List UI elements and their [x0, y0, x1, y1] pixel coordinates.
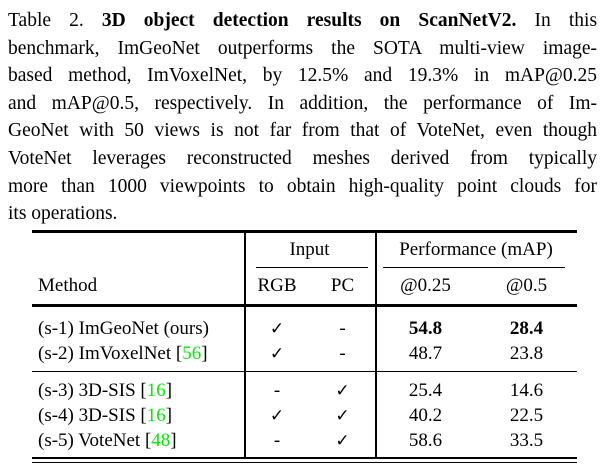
pc-cell: -	[339, 318, 346, 339]
column-divider-method-input	[244, 233, 246, 458]
column-header-rgb: RGB	[257, 275, 297, 296]
map025-cell: 25.4	[408, 379, 443, 401]
method-cell	[32, 430, 244, 452]
map025-cell: 58.6	[408, 429, 443, 451]
bracket-close: ]	[201, 343, 208, 364]
method-cell	[32, 343, 244, 365]
map025-cell: 54.8	[408, 318, 443, 339]
table-row	[32, 403, 577, 428]
cmidrule-row	[32, 267, 577, 269]
map05-cell: 23.8	[509, 343, 544, 364]
column-header-pc: PC	[330, 275, 355, 296]
method-cell	[32, 318, 244, 340]
table-group-point-cloud-based	[32, 372, 577, 457]
citation-number: 16	[146, 379, 166, 401]
map025-cell: 48.7	[408, 343, 443, 364]
caption-line-7: more than 1000 viewpoints to obtain high-quality point clouds for	[8, 175, 597, 197]
bracket-close: ]	[165, 379, 173, 401]
bracket-open: [	[140, 379, 147, 401]
map05-cell: 33.5	[509, 429, 544, 451]
method-cell	[32, 380, 244, 402]
citation	[140, 405, 172, 426]
caption-line-4: and mAP@0.5, respectively. In addition, the performance of Im-	[8, 92, 597, 114]
table-caption	[8, 7, 597, 228]
caption-bold-title: 3D object detection results on ScanNetV2.	[101, 10, 517, 31]
method-label: (s-4) 3D-SIS	[38, 404, 136, 426]
bracket-close: ]	[170, 429, 177, 451]
method-label: (s-5) VoteNet	[38, 429, 141, 451]
caption-table-label: Table 2.	[8, 10, 84, 31]
table-row	[32, 317, 577, 342]
method-cell	[32, 405, 244, 427]
citation	[145, 430, 177, 451]
bracket-open: [	[140, 404, 147, 426]
cmidrule-input	[256, 267, 368, 269]
map025-cell: 40.2	[408, 404, 443, 426]
method-label: (s-3) 3D-SIS	[38, 379, 136, 401]
rgb-cell: ✓	[269, 344, 285, 364]
table-row	[32, 428, 577, 453]
column-header-row	[32, 268, 577, 304]
rgb-cell: -	[273, 429, 281, 451]
citation-number: 16	[146, 404, 166, 426]
rgb-cell: ✓	[269, 405, 285, 426]
pc-cell: ✓	[335, 430, 350, 451]
method-label: (s-2) ImVoxelNet	[38, 343, 172, 364]
column-header-ap05: @0.5	[505, 275, 548, 296]
citation	[140, 380, 172, 401]
table-bottom-rule	[32, 457, 577, 463]
group-header-performance: Performance (mAP)	[399, 238, 553, 260]
column-divider-input-performance	[375, 233, 377, 458]
caption-line1-rest: In this	[534, 10, 598, 31]
results-table	[32, 230, 577, 464]
map05-cell: 28.4	[509, 318, 544, 339]
column-header-ap025: @0.25	[400, 275, 451, 296]
table-group-image-based	[32, 307, 577, 371]
caption-line-2: benchmark, ImGeoNet outperforms the SOTA multi-view image-	[8, 37, 597, 59]
pc-cell: ✓	[335, 405, 350, 426]
column-header-method: Method	[38, 275, 98, 296]
pc-cell: -	[339, 343, 346, 364]
group-header-input: Input	[289, 238, 330, 260]
table-row	[32, 378, 577, 403]
rgb-cell: -	[273, 379, 281, 401]
map05-cell: 22.5	[509, 404, 544, 426]
pc-cell: ✓	[335, 380, 350, 401]
map05-cell: 14.6	[509, 379, 544, 401]
cmidrule-performance	[383, 267, 565, 269]
citation-number: 48	[151, 429, 171, 451]
rgb-cell: ✓	[269, 319, 285, 339]
bracket-open: [	[144, 429, 152, 451]
caption-line-1	[8, 7, 597, 35]
citation-number: 56	[182, 343, 202, 364]
caption-line-3: based method, ImVoxelNet, by 12.5% and 19.3% in mAP@0.25	[8, 65, 597, 87]
caption-line-5: GeoNet with 50 views is not far from that of VoteNet, even though	[8, 120, 597, 142]
group-header-row	[32, 233, 577, 267]
bracket-close: ]	[165, 404, 173, 426]
caption-line-6: VoteNet leverages reconstructed meshes derived from typically	[8, 147, 597, 169]
bracket-open: [	[175, 343, 183, 364]
method-label: (s-1) ImGeoNet (ours)	[38, 318, 209, 339]
citation	[176, 343, 208, 364]
caption-line-8: its operations.	[8, 203, 118, 225]
table-row	[32, 342, 577, 367]
